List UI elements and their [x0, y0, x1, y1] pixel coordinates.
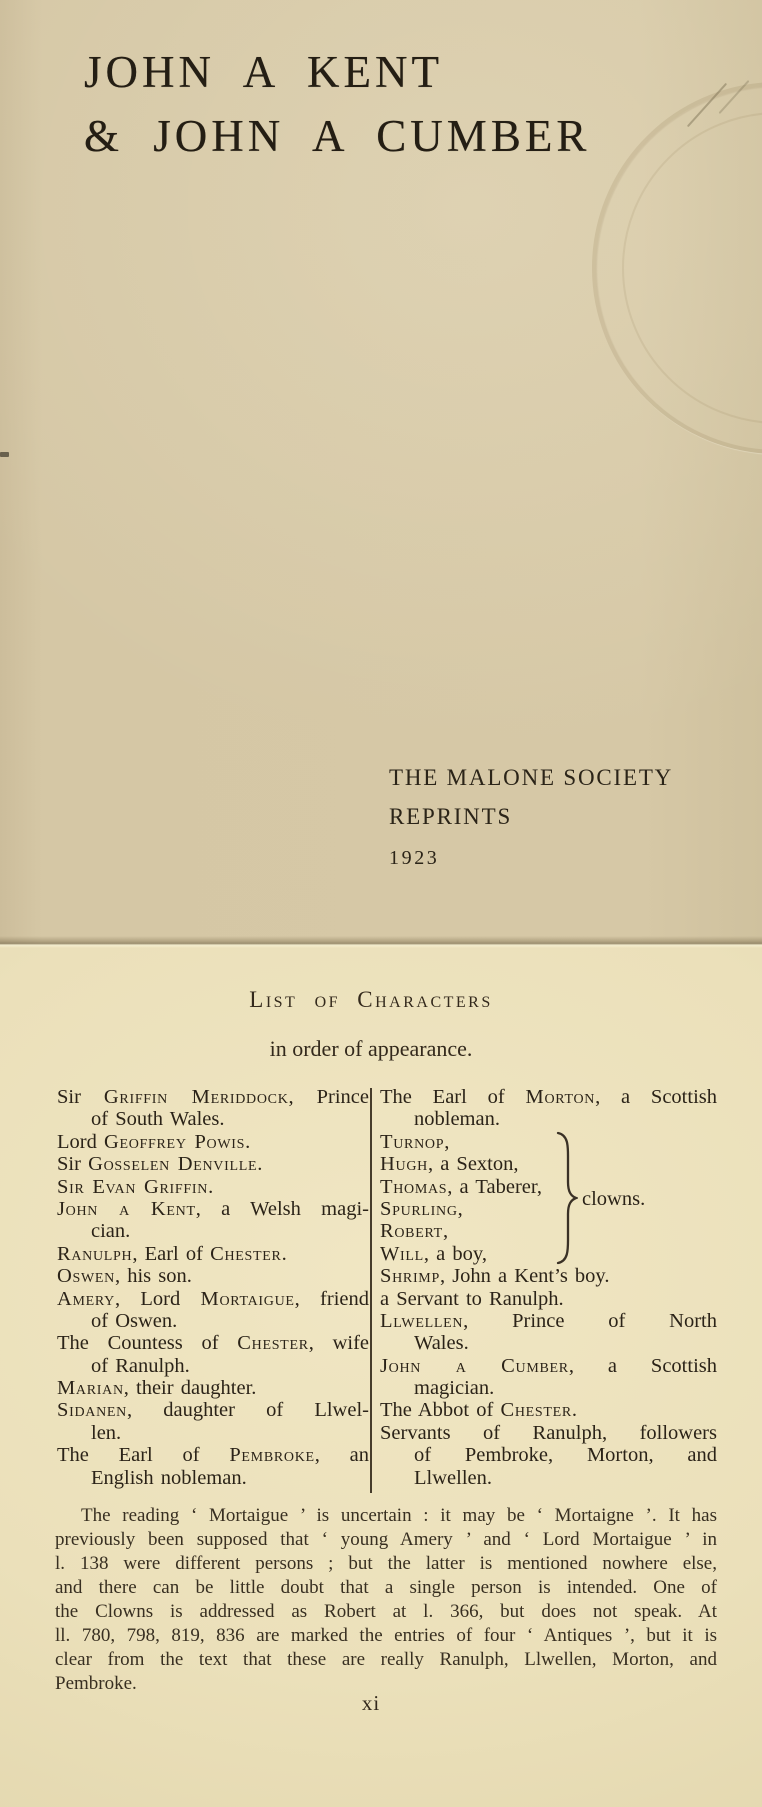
- text-line: [380, 1153, 717, 1175]
- characters-page: [0, 944, 762, 1807]
- text-line: [57, 1220, 369, 1242]
- text-run: , daughter of Llwel-: [126, 1399, 369, 1422]
- imprint-block: [389, 758, 673, 878]
- text-line: [380, 1355, 717, 1377]
- text-run: , a Sexton,: [427, 1153, 519, 1176]
- column-divider-rule: [370, 1088, 372, 1493]
- page-number: xi: [361, 1691, 381, 1715]
- character-name: Morton: [525, 1086, 596, 1108]
- character-name: Shrimp: [380, 1265, 440, 1288]
- text-run: , Earl of: [132, 1242, 211, 1265]
- text-line: [380, 1467, 717, 1489]
- character-name: Mortaigue: [200, 1287, 295, 1310]
- text-run: nobleman.: [414, 1108, 500, 1131]
- text-line: [57, 1444, 369, 1466]
- character-columns: [57, 1086, 717, 1493]
- list-heading: List of Characters: [249, 987, 493, 1012]
- text-run: Sir: [57, 1153, 89, 1176]
- text-line: [57, 1355, 369, 1377]
- text-line: [380, 1198, 717, 1220]
- text-line: [380, 1422, 717, 1444]
- character-name: Sir Evan Griffin: [57, 1175, 209, 1198]
- text-line: [380, 1288, 717, 1310]
- text-run: The Countess of: [57, 1332, 238, 1355]
- book-title-line1: JOHN A KENT: [84, 47, 444, 97]
- character-name: Sidanen: [57, 1399, 127, 1422]
- text-run: , friend: [294, 1287, 369, 1310]
- text-run: Lord: [57, 1130, 104, 1153]
- footnote-line: Pembroke.: [55, 1673, 137, 1694]
- text-line: [57, 1332, 369, 1354]
- book-title-line2: & JOHN A CUMBER: [84, 111, 591, 161]
- characters-column-right: [380, 1086, 717, 1493]
- character-name: Gosselen Denville: [88, 1153, 258, 1176]
- text-line: [380, 1086, 717, 1108]
- character-name: John a Kent: [57, 1197, 196, 1220]
- text-run: magician.: [414, 1377, 495, 1400]
- text-line: [57, 1198, 369, 1220]
- text-line: [380, 1265, 717, 1287]
- imprint-series: REPRINTS: [389, 804, 513, 829]
- text-run: , their daughter.: [123, 1377, 257, 1400]
- text-run: , a Welsh magi-: [195, 1197, 369, 1220]
- text-run: of Ranulph.: [91, 1354, 190, 1377]
- text-run: The Earl of: [57, 1444, 230, 1467]
- text-run: a Servant to Ranulph.: [380, 1287, 564, 1310]
- text-line: [57, 1176, 369, 1198]
- imprint-society: THE MALONE SOCIETY: [389, 765, 674, 790]
- text-line: [57, 1108, 369, 1130]
- text-line: [380, 1332, 717, 1354]
- scan-edge-artifact: [0, 452, 9, 457]
- text-run: , Prince: [288, 1086, 369, 1108]
- character-name: Geoffrey Powis: [103, 1130, 246, 1153]
- character-name: Spurling: [380, 1197, 458, 1220]
- character-name: Pembroke: [229, 1444, 315, 1467]
- text-run: , his son.: [114, 1265, 192, 1288]
- clowns-brace-icon: [554, 1130, 578, 1266]
- text-run: Servants of Ranulph, followers: [380, 1421, 717, 1444]
- text-line: [380, 1377, 717, 1399]
- character-name: Hugh: [380, 1153, 428, 1176]
- character-name: Chester: [237, 1332, 309, 1355]
- character-name: John a Cumber: [380, 1354, 569, 1377]
- text-line: [57, 1422, 369, 1444]
- text-run: .: [208, 1175, 214, 1198]
- footnote-line: ll. 780, 798, 819, 836 are marked the entries of four ‘ Antiques ’, but it is: [55, 1625, 717, 1646]
- clowns-member-names: [380, 1131, 717, 1265]
- footnote-line: and there can be little doubt that a single person is intended. One of: [55, 1577, 717, 1598]
- text-line: [57, 1399, 369, 1421]
- text-run: English nobleman.: [91, 1466, 247, 1489]
- footnote-line: l. 138 were different persons ; but the latter is mentioned nowhere else,: [55, 1553, 717, 1574]
- list-subheading: in order of appearance.: [269, 1036, 473, 1061]
- text-run: ,: [444, 1130, 450, 1153]
- text-run: , a Scottish: [568, 1354, 717, 1377]
- character-name: Marian: [57, 1377, 124, 1400]
- text-run: of Oswen.: [91, 1309, 178, 1332]
- text-line: [380, 1220, 717, 1242]
- text-line: [57, 1243, 369, 1265]
- character-name: Will: [380, 1242, 424, 1265]
- text-run: The Earl of: [380, 1086, 526, 1108]
- text-line: [57, 1265, 369, 1287]
- text-run: The Abbot of: [380, 1399, 501, 1422]
- character-name: Robert: [380, 1220, 443, 1243]
- text-run: .: [281, 1242, 287, 1265]
- text-line: [57, 1377, 369, 1399]
- text-run: , a Scottish: [595, 1086, 717, 1108]
- character-name: Chester: [210, 1242, 282, 1265]
- text-run: .: [571, 1399, 578, 1422]
- character-name: Oswen: [57, 1265, 115, 1288]
- text-run: of South Wales.: [91, 1108, 225, 1131]
- text-run: of Pembroke, Morton, and: [414, 1444, 717, 1467]
- text-line: [380, 1176, 717, 1198]
- text-line: [57, 1467, 369, 1489]
- text-run: , wife: [308, 1332, 369, 1355]
- character-name: Ranulph: [57, 1242, 133, 1265]
- text-line: [380, 1108, 717, 1130]
- right-column-bottom: [380, 1265, 717, 1489]
- character-name: Turnop: [380, 1130, 445, 1153]
- text-run: cian.: [91, 1220, 131, 1243]
- page-seam: [0, 936, 762, 948]
- character-name: Llwellen: [380, 1309, 464, 1332]
- embossed-library-stamp: [592, 82, 762, 454]
- character-name: Chester: [500, 1399, 572, 1422]
- text-line: [380, 1444, 717, 1466]
- text-run: Llwellen.: [414, 1466, 492, 1489]
- character-name: Amery: [57, 1287, 115, 1310]
- text-line: [57, 1153, 369, 1175]
- text-run: .: [245, 1130, 251, 1153]
- text-line: [380, 1310, 717, 1332]
- embossed-stamp-inner-ring: [622, 112, 762, 424]
- text-line: [380, 1131, 717, 1153]
- text-line: [57, 1288, 369, 1310]
- footnote-line: The reading ‘ Mortaigue ’ is uncertain : it may be ‘ Mortaigne ’. It has: [81, 1505, 717, 1526]
- text-run: , Prince of North: [463, 1309, 717, 1332]
- text-line: [57, 1310, 369, 1332]
- imprint-year: 1923: [389, 847, 440, 869]
- footnote-line: previously been supposed that ‘ young Amery ’ and ‘ Lord Mortaigue ’ in: [55, 1529, 717, 1550]
- text-line: [380, 1399, 717, 1421]
- character-name: Thomas: [380, 1175, 448, 1198]
- footnote-line: the Clowns is addressed as Robert at l. 366, but does not speak. At: [55, 1601, 717, 1622]
- character-name: Griffin Meriddock: [103, 1086, 289, 1108]
- text-run: ,: [457, 1197, 463, 1220]
- text-run: , an: [314, 1444, 369, 1467]
- clowns-group: [380, 1131, 717, 1265]
- text-run: Wales.: [414, 1332, 469, 1355]
- book-title: [84, 40, 590, 168]
- text-run: , a Taberer,: [447, 1175, 542, 1198]
- text-line: [380, 1243, 717, 1265]
- text-run: len.: [91, 1421, 122, 1444]
- text-run: Sir: [57, 1086, 104, 1108]
- footnote: [55, 1504, 717, 1696]
- text-run: , John a Kent’s boy.: [439, 1265, 610, 1288]
- text-line: [57, 1131, 369, 1153]
- text-run: , a boy,: [423, 1242, 487, 1265]
- right-column-top: [380, 1086, 717, 1131]
- clowns-label: clowns.: [582, 1187, 646, 1210]
- characters-column-left: [57, 1086, 369, 1493]
- footnote-line: clear from the text that these are really Ranulph, Llwellen, Morton, and: [55, 1649, 717, 1670]
- text-run: .: [257, 1153, 263, 1176]
- text-run: , Lord: [114, 1287, 201, 1310]
- text-line: [57, 1086, 369, 1108]
- text-run: ,: [442, 1220, 449, 1243]
